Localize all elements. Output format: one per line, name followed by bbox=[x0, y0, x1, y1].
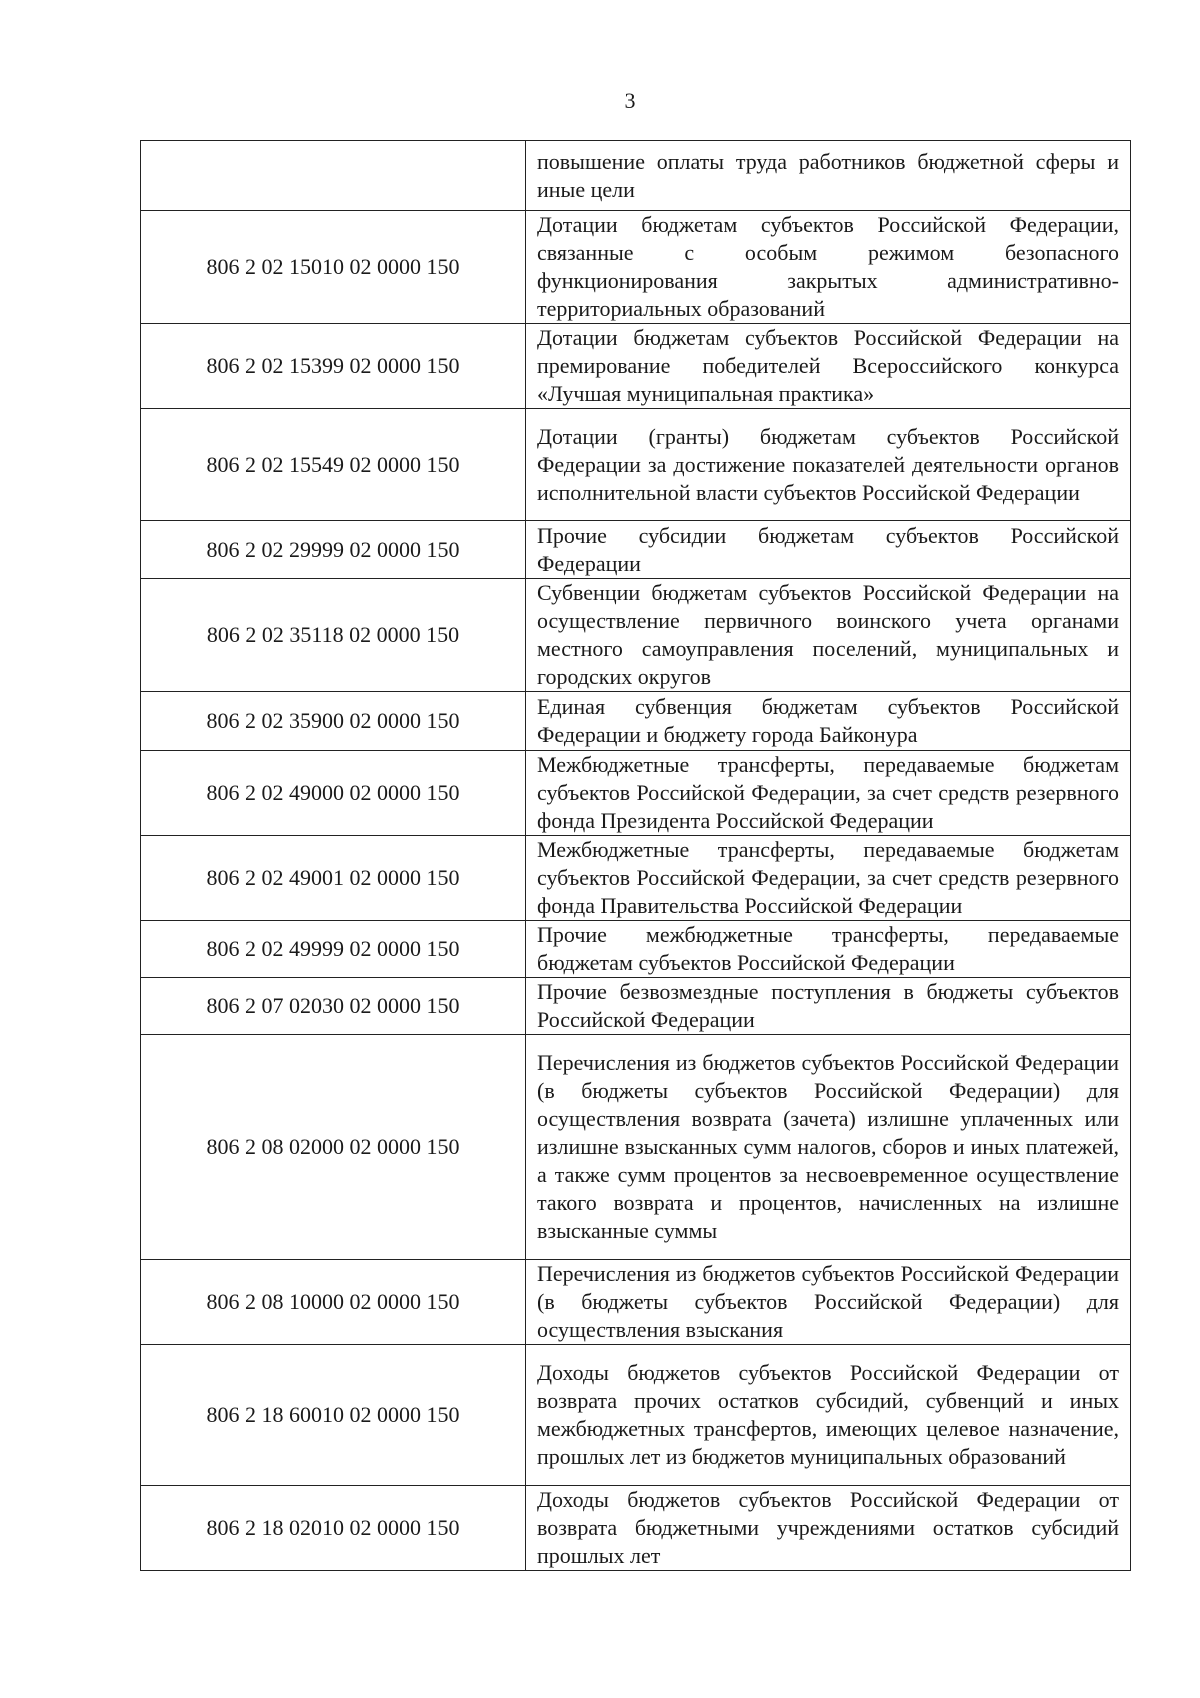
table-row bbox=[141, 1345, 1131, 1486]
table-row bbox=[141, 921, 1131, 978]
table-row bbox=[141, 579, 1131, 692]
code-cell: 806 2 02 35900 02 0000 150 bbox=[141, 692, 526, 751]
description-cell: Дотации (гранты) бюджетам субъектов Российской Федерации за достижение показателей деятельности органов исполнительной власти субъектов Российской Федерации bbox=[526, 409, 1131, 521]
table-row bbox=[141, 751, 1131, 836]
code-cell: 806 2 02 49999 02 0000 150 bbox=[141, 921, 526, 978]
table-row bbox=[141, 324, 1131, 409]
table-row bbox=[141, 521, 1131, 579]
page-number: 3 bbox=[624, 88, 636, 113]
code-cell: 806 2 18 02010 02 0000 150 bbox=[141, 1486, 526, 1571]
table-row bbox=[141, 836, 1131, 921]
description-cell: Прочие межбюджетные трансферты, передаваемые бюджетам субъектов Российской Федерации bbox=[526, 921, 1131, 978]
description-cell: Межбюджетные трансферты, передаваемые бюджетам субъектов Российской Федерации, за счет средств резервного фонда Правительства Российской Федерации bbox=[526, 836, 1131, 921]
table-row bbox=[141, 409, 1131, 521]
table-row bbox=[141, 211, 1131, 324]
table-row bbox=[141, 692, 1131, 751]
table-row bbox=[141, 978, 1131, 1035]
code-cell: 806 2 02 15010 02 0000 150 bbox=[141, 211, 526, 324]
code-cell: 806 2 02 49001 02 0000 150 bbox=[141, 836, 526, 921]
description-cell: Дотации бюджетам субъектов Российской Федерации на премирование победителей Всероссийского конкурса «Лучшая муниципальная практика» bbox=[526, 324, 1131, 409]
table-row bbox=[141, 1035, 1131, 1260]
description-cell: Субвенции бюджетам субъектов Российской Федерации на осуществление первичного воинского учета органами местного самоуправления поселений, муниципальных и городских округов bbox=[526, 579, 1131, 692]
code-cell bbox=[141, 141, 526, 211]
code-cell: 806 2 08 02000 02 0000 150 bbox=[141, 1035, 526, 1260]
table-row bbox=[141, 1486, 1131, 1571]
code-cell: 806 2 08 10000 02 0000 150 bbox=[141, 1260, 526, 1345]
description-cell: Доходы бюджетов субъектов Российской Федерации от возврата бюджетными учреждениями остатков субсидий прошлых лет bbox=[526, 1486, 1131, 1571]
code-cell: 806 2 18 60010 02 0000 150 bbox=[141, 1345, 526, 1486]
table-row bbox=[141, 1260, 1131, 1345]
description-cell: Перечисления из бюджетов субъектов Российской Федерации (в бюджеты субъектов Российской Федерации) для осуществления возврата (зачета) излишне уплаченных или излишне взысканных сумм налогов, сборов и иных платежей, а также сумм процентов за несвоевременное осуществление такого возврата и процентов, начисленных на излишне взысканные суммы bbox=[526, 1035, 1131, 1260]
description-cell: Перечисления из бюджетов субъектов Российской Федерации (в бюджеты субъектов Российской Федерации) для осуществления взыскания bbox=[526, 1260, 1131, 1345]
code-cell: 806 2 02 15399 02 0000 150 bbox=[141, 324, 526, 409]
description-cell: Дотации бюджетам субъектов Российской Федерации, связанные с особым режимом безопасного функционирования закрытых административно-территориальных образований bbox=[526, 211, 1131, 324]
description-cell: Межбюджетные трансферты, передаваемые бюджетам субъектов Российской Федерации, за счет средств резервного фонда Президента Российской Федерации bbox=[526, 751, 1131, 836]
budget-codes-table bbox=[140, 140, 1131, 1571]
code-cell: 806 2 02 49000 02 0000 150 bbox=[141, 751, 526, 836]
description-cell: Доходы бюджетов субъектов Российской Федерации от возврата прочих остатков субсидий, субвенций и иных межбюджетных трансфертов, имеющих целевое назначение, прошлых лет из бюджетов муниципальных образований bbox=[526, 1345, 1131, 1486]
description-cell: повышение оплаты труда работников бюджетной сферы и иные цели bbox=[526, 141, 1131, 211]
table-row bbox=[141, 141, 1131, 211]
code-cell: 806 2 02 29999 02 0000 150 bbox=[141, 521, 526, 579]
description-cell: Прочие субсидии бюджетам субъектов Российской Федерации bbox=[526, 521, 1131, 579]
code-cell: 806 2 07 02030 02 0000 150 bbox=[141, 978, 526, 1035]
code-cell: 806 2 02 35118 02 0000 150 bbox=[141, 579, 526, 692]
code-cell: 806 2 02 15549 02 0000 150 bbox=[141, 409, 526, 521]
description-cell: Единая субвенция бюджетам субъектов Российской Федерации и бюджету города Байконура bbox=[526, 692, 1131, 751]
description-cell: Прочие безвозмездные поступления в бюджеты субъектов Российской Федерации bbox=[526, 978, 1131, 1035]
